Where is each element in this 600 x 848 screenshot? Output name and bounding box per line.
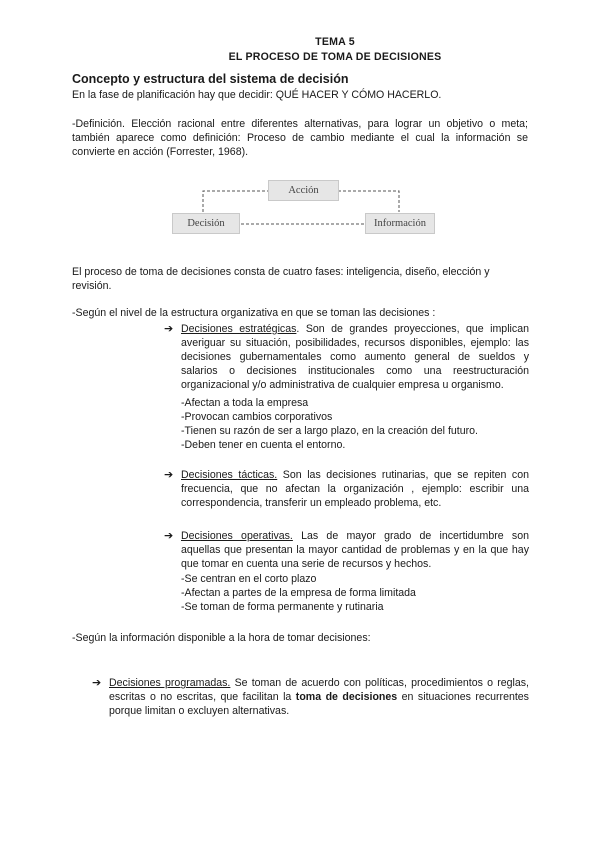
operative-title: Decisiones operativas. bbox=[181, 530, 293, 542]
definition-paragraph: -Definición. Elección racional entre diferentes alternativas, para lograr un objetivo o meta; también aparece como definición: Proceso de cambio mediante el cual la información se convierte en acción (Forrester, 1968). bbox=[72, 118, 528, 158]
tactical-title: Decisiones tácticas. bbox=[181, 469, 278, 481]
arrow-icon: ➔ bbox=[164, 323, 174, 335]
diagram-box-information: Información bbox=[365, 213, 435, 234]
arrow-icon: ➔ bbox=[92, 677, 102, 689]
list-item: -Provocan cambios corporativos bbox=[181, 411, 333, 423]
programmed-text-a: Se toman de acuerdo con políticas, procedimientos o reglas, escritas o no escritas, que facilitan la bbox=[109, 677, 529, 703]
phases-paragraph: El proceso de toma de decisiones consta de cuatro fases: inteligencia, diseño, elección y revisión. bbox=[72, 266, 490, 292]
information-intro: -Según la información disponible a la hora de tomar decisiones: bbox=[72, 632, 371, 644]
operative-text: Las de mayor grado de incertidumbre son aquellas que presentan la mayor cantidad de problemas y en la que hay que tomar en cuenta una serie de recursos y hechos. bbox=[181, 530, 529, 570]
list-item: -Deben tener en cuenta el entorno. bbox=[181, 439, 346, 451]
diagram-box-action: Acción bbox=[268, 180, 339, 201]
structure-intro: -Según el nivel de la estructura organizativa en que se toman las decisiones : bbox=[72, 307, 436, 319]
tactical-text: Son las decisiones rutinarias, que se repiten con frecuencia, que no afectan la organización , ejemplo: escribir una correspondencia, transferir un empleado problema, etc. bbox=[181, 469, 529, 509]
list-item: -Afectan a partes de la empresa de forma limitada bbox=[181, 587, 416, 599]
operative-points bbox=[181, 572, 529, 614]
arrow-icon: ➔ bbox=[164, 469, 174, 481]
programmed-title: Decisiones programadas. bbox=[109, 677, 231, 689]
operative-decisions-block bbox=[181, 529, 529, 571]
list-item: -Se centran en el corto plazo bbox=[181, 573, 317, 585]
topic-label: TEMA 5 bbox=[315, 36, 355, 48]
list-item: -Se toman de forma permanente y rutinaria bbox=[181, 601, 384, 613]
strategic-points bbox=[181, 396, 529, 452]
strategic-text: . Son de grandes proyecciones, que implican averiguar su situación, posibilidades, recursos disponibles, ejemplo: las decisiones gubernamentales como aumento general de sueldos y salarios o decisiones institucionales como una reestructuración organizacional y/o administrativa de cualquier empresa u organismo. bbox=[181, 323, 529, 391]
programmed-bold: toma de decisiones bbox=[295, 691, 398, 703]
strategic-decisions-block bbox=[181, 322, 529, 392]
list-item: -Tienen su razón de ser a largo plazo, en la creación del futuro. bbox=[181, 425, 478, 437]
strategic-title: Decisiones estratégicas bbox=[181, 323, 297, 335]
connector-action-information bbox=[338, 191, 399, 212]
tactical-decisions-block bbox=[181, 468, 529, 510]
arrow-icon: ➔ bbox=[164, 530, 174, 542]
programmed-text-b: en situaciones recurrentes porque limitan o excluyen alternativas. bbox=[109, 691, 529, 717]
section-heading: Concepto y estructura del sistema de decisión bbox=[72, 72, 349, 86]
diagram-box-decision: Decisión bbox=[172, 213, 240, 234]
page-title: EL PROCESO DE TOMA DE DECISIONES bbox=[228, 51, 442, 63]
decision-cycle-diagram bbox=[170, 176, 435, 240]
intro-paragraph: En la fase de planificación hay que decidir: QUÉ HACER Y CÓMO HACERLO. bbox=[72, 89, 442, 101]
connector-decision-action bbox=[203, 191, 268, 212]
list-item: -Afectan a toda la empresa bbox=[181, 397, 309, 409]
programmed-decisions-block bbox=[109, 676, 529, 718]
